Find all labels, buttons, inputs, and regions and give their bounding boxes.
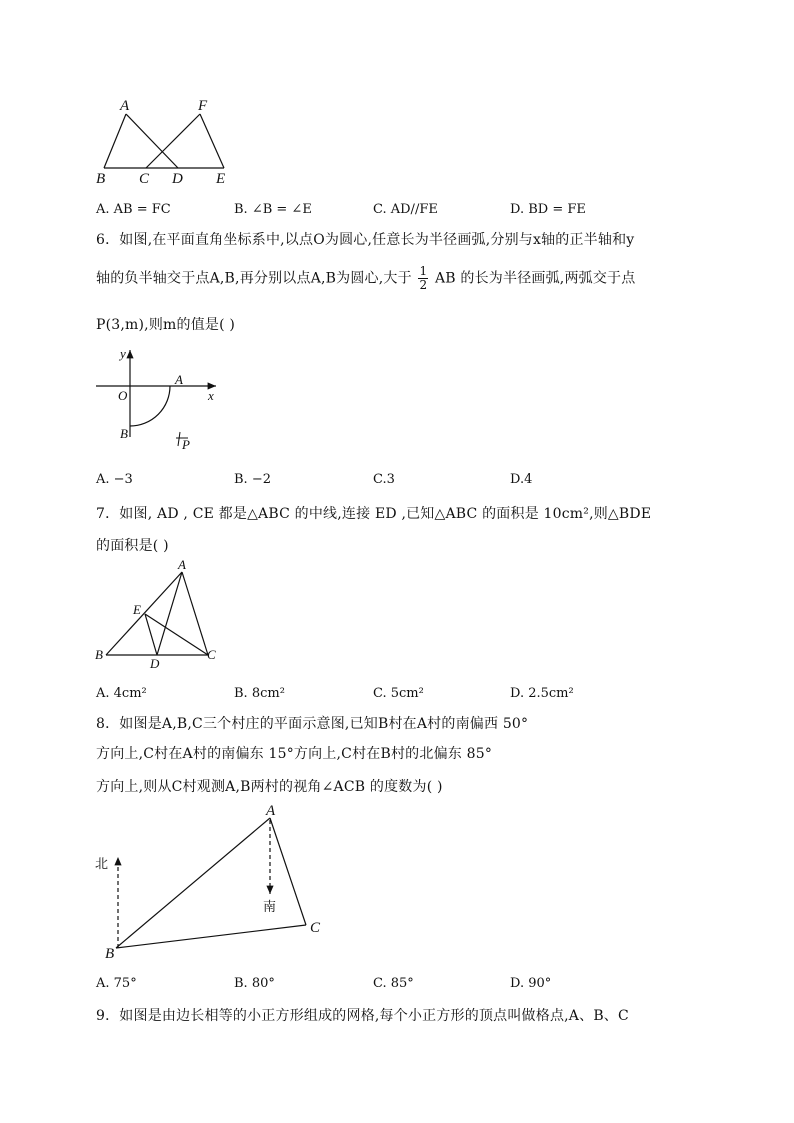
q5-option-b[interactable]: B. ∠B = ∠E: [234, 202, 312, 217]
q7-segment-ac: [182, 572, 208, 655]
q6-arc-mark-2: [178, 432, 180, 446]
q7-segment-ad: [157, 572, 182, 655]
q7-option-d[interactable]: D. 2.5cm²: [510, 686, 574, 701]
q5-label-b: B: [96, 171, 106, 187]
q7-text-line1: 7．如图, AD , CE 都是△ABC 的中线,连接 ED ,已知△ABC 的面积是 10cm²,则△BDE: [96, 506, 652, 522]
q5-label-d: D: [172, 171, 183, 187]
q6-fraction-numerator: 1: [419, 264, 428, 278]
q5-label-c: C: [139, 171, 150, 187]
q8-label-b: B: [105, 946, 115, 962]
q6-label-b: B: [120, 426, 128, 441]
q5-option-c[interactable]: C. AD//FE: [373, 202, 438, 217]
q9-text-line1: 9．如图是由边长相等的小正方形组成的网格,每个小正方形的顶点叫做格点,A、B、C: [96, 1008, 629, 1024]
q7-option-b[interactable]: B. 8cm²: [234, 686, 285, 701]
q7-option-c[interactable]: C. 5cm²: [373, 686, 424, 701]
q8-label-south: 南: [263, 900, 277, 915]
q6-label-a: A: [175, 372, 183, 387]
q7-segment-ce: [145, 614, 208, 655]
q5-label-f: F: [198, 98, 208, 114]
q8-option-c[interactable]: C. 85°: [373, 976, 414, 991]
q6-arc-ab: [130, 386, 170, 426]
q7-figure: [92, 558, 227, 673]
q5-label-a: A: [120, 98, 130, 114]
q8-figure: [90, 800, 335, 965]
q7-label-a: A: [178, 558, 186, 572]
q6-label-y: y: [120, 346, 126, 361]
q8-text-line2: 方向上,C村在A村的南偏东 15°方向上,C村在B村的北偏东 85°: [96, 746, 493, 762]
q7-segment-ab: [106, 572, 182, 655]
q6-text-line2-b: AB 的长为半径画弧,两弧交于点: [434, 270, 636, 287]
q6-option-c[interactable]: C.3: [373, 472, 395, 487]
q7-label-c: C: [207, 647, 216, 662]
q8-option-a[interactable]: A. 75°: [96, 976, 137, 991]
q7-label-b: B: [95, 647, 103, 662]
q8-label-c: C: [310, 920, 321, 936]
q6-label-o: O: [118, 388, 128, 403]
q6-text-line2: [96, 265, 635, 292]
q6-option-b[interactable]: B. −2: [234, 472, 271, 487]
q8-label-north: 北: [95, 857, 109, 872]
q8-text-line1: 8．如图是A,B,C三个村庄的平面示意图,已知B村在A村的南偏西 50°: [96, 716, 529, 732]
q5-label-e: E: [216, 171, 226, 187]
q7-text-line2: 的面积是( ): [96, 538, 169, 554]
q6-label-p: P: [182, 437, 190, 452]
q6-fraction-denominator: 2: [419, 278, 428, 292]
q8-label-a: A: [266, 803, 276, 819]
q5-segment-fc: [146, 114, 200, 168]
q5-segment-ab: [104, 114, 126, 168]
q8-segment-bc: [116, 925, 306, 948]
q5-segment-fe: [200, 114, 224, 168]
q6-text-line1: 6．如图,在平面直角坐标系中,以点O为圆心,任意长为半径画弧,分别与x轴的正半轴和y: [96, 232, 635, 248]
q5-option-d[interactable]: D. BD = FE: [510, 202, 586, 217]
q8-option-d[interactable]: D. 90°: [510, 976, 552, 991]
q6-option-d[interactable]: D.4: [510, 472, 533, 487]
q6-text-line2-a: 轴的负半轴交于点A,B,再分别以点A,B为圆心,大于: [96, 270, 412, 287]
q8-segment-ab: [116, 818, 270, 948]
q5-option-a[interactable]: A. AB = FC: [96, 202, 171, 217]
q6-option-a[interactable]: A. −3: [96, 472, 133, 487]
q5-segment-ad: [126, 114, 178, 168]
q6-label-x: x: [208, 388, 214, 403]
q7-label-e: E: [133, 602, 141, 617]
q6-text-line3: P(3,m),则m的值是( ): [96, 317, 236, 333]
q8-option-b[interactable]: B. 80°: [234, 976, 275, 991]
q7-label-d: D: [150, 656, 160, 671]
q8-text-line3: 方向上,则从C村观测A,B两村的视角∠ACB 的度数为( ): [96, 779, 443, 795]
q5-figure: [90, 92, 240, 187]
q6-figure: [92, 342, 227, 457]
q6-fraction-half: [418, 265, 428, 292]
q7-option-a[interactable]: A. 4cm²: [96, 686, 147, 701]
